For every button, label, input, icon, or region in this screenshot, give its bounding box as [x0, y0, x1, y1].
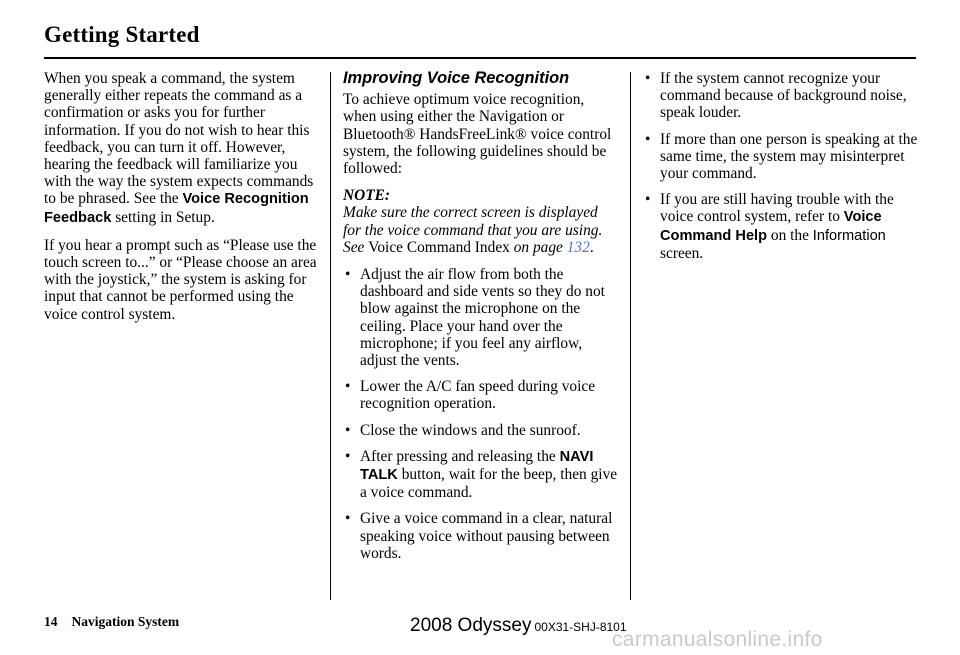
model-footer	[410, 615, 627, 637]
column-1	[44, 70, 320, 333]
page-title: Getting Started	[44, 22, 200, 47]
prompt-paragraph: If you hear a prompt such as “Please use the touch screen to...” or “Please choose an area with the joystick,” the system is asking for input that cannot be performed using the voice control system.	[44, 236, 317, 323]
page-link-132[interactable]: 132	[566, 238, 590, 256]
voice-recognition-feedback-term: Voice Recognition Feedback	[44, 191, 309, 226]
column-divider-2	[630, 72, 631, 600]
page-number: 14	[44, 614, 58, 629]
list-item: • If more than one person is speaking at the same time, the system may misinterpret your command.	[643, 131, 919, 183]
column-3	[643, 70, 919, 271]
note-label: NOTE:	[343, 187, 391, 205]
list-item: • Adjust the air flow from both the dashboard and side vents so they do not blow against the microphone on the ceiling. Place your hand over the microphone; if you feel any airflow, adjust the vents.	[343, 266, 619, 369]
model-name: 2008 Odyssey	[410, 615, 532, 636]
information-term: Information	[812, 227, 886, 244]
voice-command-help-term: Voice Command Help	[660, 209, 882, 244]
list-item: • If the system cannot recognize your command because of background noise, speak louder.	[643, 70, 919, 122]
watermark: carmanualsonline.info	[612, 628, 823, 651]
column-divider-1	[330, 72, 331, 600]
navi-talk-term: NAVI TALK	[360, 448, 594, 484]
manual-code: 00X31-SHJ-8101	[534, 620, 627, 634]
list-item: • Lower the A/C fan speed during voice recognition operation.	[343, 378, 619, 412]
guideline-list-continued	[643, 70, 919, 262]
voice-command-index-ref: Voice Command Index	[368, 238, 510, 256]
list-item: • After pressing and releasing the NAVI TALK button, wait for the beep, then give a voice command.	[343, 448, 619, 502]
feedback-paragraph: When you speak a command, the system generally either repeats the command as a confirmation or asks you for further information. If you do not wish to hear this feedback, you can turn it off. However, hearing the feedback will familiarize you with the way the system expects commands to be phrased. See the Voice Recognition Feedback setting in Setup.	[44, 70, 314, 226]
guideline-list	[343, 266, 619, 562]
footer-section: Navigation System	[71, 614, 180, 629]
intro-paragraph: To achieve optimum voice recognition, when using either the Navigation or Bluetooth® HandsFreeLink® voice control system, the following guidelines should be followed:	[343, 91, 612, 178]
page-footer	[44, 614, 179, 630]
section-heading: Improving Voice Recognition	[343, 69, 570, 87]
list-item: • If you are still having trouble with the voice control system, refer to Voice Command Help on the Information screen.	[643, 191, 919, 262]
list-item: • Close the windows and the sunroof.	[343, 422, 619, 439]
list-item: • Give a voice command in a clear, natural speaking voice without pausing between words.	[343, 510, 619, 562]
column-2	[343, 70, 619, 571]
header-rule	[44, 57, 916, 59]
note-text: Make sure the correct screen is displayed for the voice command that you are using. See Voice Command Index on page 132.	[343, 204, 603, 256]
